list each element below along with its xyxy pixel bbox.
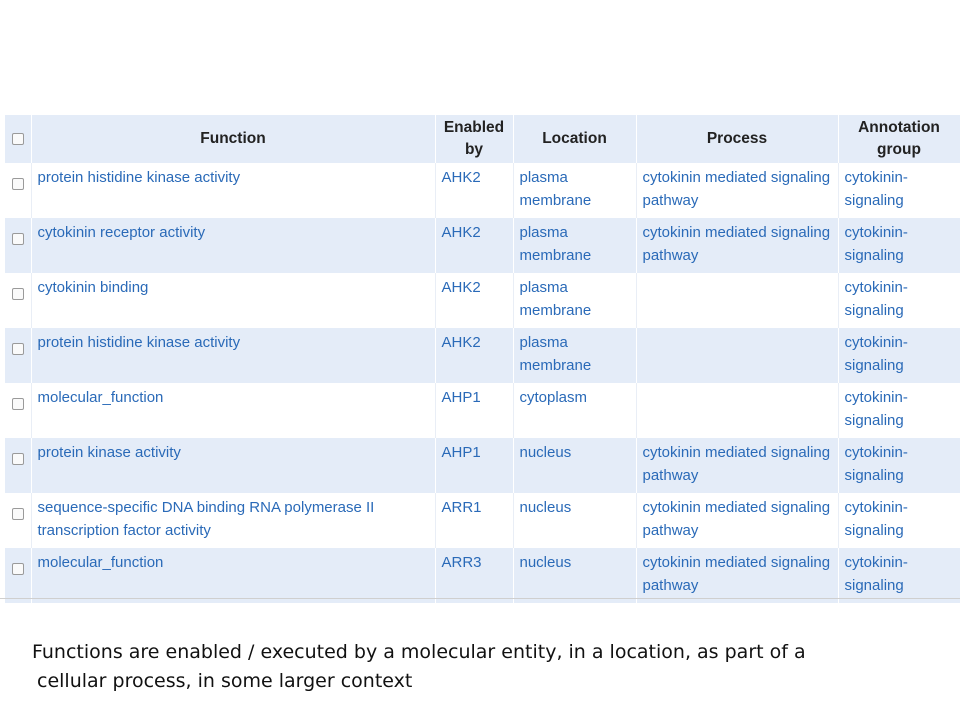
process-link[interactable]: cytokinin mediated signaling pathway bbox=[636, 218, 838, 273]
column-header-annotation-group[interactable]: Annotation group bbox=[838, 115, 960, 163]
table-row bbox=[5, 548, 960, 603]
select-all-checkbox[interactable] bbox=[12, 133, 24, 145]
table-row bbox=[5, 493, 960, 548]
enabled-by-link[interactable]: AHK2 bbox=[435, 273, 513, 328]
row-checkbox[interactable] bbox=[12, 563, 24, 575]
enabled-by-link[interactable]: AHK2 bbox=[435, 163, 513, 218]
process-link[interactable] bbox=[636, 383, 838, 438]
annotation-group-link[interactable]: cytokinin-signaling bbox=[838, 163, 960, 218]
process-link[interactable] bbox=[636, 328, 838, 383]
location-link[interactable]: nucleus bbox=[513, 548, 636, 603]
table-row bbox=[5, 383, 960, 438]
annotation-group-link[interactable]: cytokinin-signaling bbox=[838, 438, 960, 493]
select-all-checkbox-cell[interactable] bbox=[5, 115, 31, 163]
caption bbox=[32, 638, 932, 696]
process-link[interactable]: cytokinin mediated signaling pathway bbox=[636, 493, 838, 548]
annotation-group-link[interactable]: cytokinin-signaling bbox=[838, 273, 960, 328]
table-header-row bbox=[5, 115, 960, 163]
function-link[interactable]: sequence-specific DNA binding RNA polymerase II transcription factor activity bbox=[31, 493, 435, 548]
function-link[interactable]: protein kinase activity bbox=[31, 438, 435, 493]
row-checkbox[interactable] bbox=[12, 178, 24, 190]
row-checkbox[interactable] bbox=[12, 233, 24, 245]
annotation-group-link[interactable]: cytokinin-signaling bbox=[838, 493, 960, 548]
annotation-group-link[interactable]: cytokinin-signaling bbox=[838, 548, 960, 603]
table-row bbox=[5, 218, 960, 273]
annotation-table-container bbox=[5, 115, 960, 603]
function-link[interactable]: molecular_function bbox=[31, 548, 435, 603]
row-checkbox[interactable] bbox=[12, 343, 24, 355]
location-link[interactable]: nucleus bbox=[513, 493, 636, 548]
function-link[interactable]: cytokinin receptor activity bbox=[31, 218, 435, 273]
enabled-by-link[interactable]: ARR1 bbox=[435, 493, 513, 548]
table-row bbox=[5, 163, 960, 218]
process-link[interactable] bbox=[636, 273, 838, 328]
enabled-by-link[interactable]: AHK2 bbox=[435, 328, 513, 383]
column-header-function[interactable]: Function bbox=[31, 115, 435, 163]
enabled-by-link[interactable]: AHP1 bbox=[435, 383, 513, 438]
row-checkbox[interactable] bbox=[12, 508, 24, 520]
row-checkbox[interactable] bbox=[12, 398, 24, 410]
column-header-enabled-by[interactable]: Enabled by bbox=[435, 115, 513, 163]
enabled-by-link[interactable]: AHP1 bbox=[435, 438, 513, 493]
function-link[interactable]: molecular_function bbox=[31, 383, 435, 438]
caption-line-2: cellular process, in some larger context bbox=[37, 670, 413, 692]
function-link[interactable]: protein histidine kinase activity bbox=[31, 163, 435, 218]
location-link[interactable]: plasma membrane bbox=[513, 218, 636, 273]
annotation-group-link[interactable]: cytokinin-signaling bbox=[838, 218, 960, 273]
divider bbox=[0, 598, 960, 599]
row-checkbox[interactable] bbox=[12, 453, 24, 465]
location-link[interactable]: nucleus bbox=[513, 438, 636, 493]
location-link[interactable]: plasma membrane bbox=[513, 328, 636, 383]
location-link[interactable]: cytoplasm bbox=[513, 383, 636, 438]
annotation-table bbox=[5, 115, 960, 603]
table-row bbox=[5, 328, 960, 383]
location-link[interactable]: plasma membrane bbox=[513, 273, 636, 328]
column-header-process[interactable]: Process bbox=[636, 115, 838, 163]
location-link[interactable]: plasma membrane bbox=[513, 163, 636, 218]
function-link[interactable]: cytokinin binding bbox=[31, 273, 435, 328]
annotation-group-link[interactable]: cytokinin-signaling bbox=[838, 383, 960, 438]
process-link[interactable]: cytokinin mediated signaling pathway bbox=[636, 438, 838, 493]
table-row bbox=[5, 273, 960, 328]
enabled-by-link[interactable]: ARR3 bbox=[435, 548, 513, 603]
caption-line-1: Functions are enabled / executed by a molecular entity, in a location, as part of a bbox=[32, 641, 806, 663]
table-row bbox=[5, 438, 960, 493]
process-link[interactable]: cytokinin mediated signaling pathway bbox=[636, 163, 838, 218]
annotation-group-link[interactable]: cytokinin-signaling bbox=[838, 328, 960, 383]
row-checkbox[interactable] bbox=[12, 288, 24, 300]
enabled-by-link[interactable]: AHK2 bbox=[435, 218, 513, 273]
column-header-location[interactable]: Location bbox=[513, 115, 636, 163]
process-link[interactable]: cytokinin mediated signaling pathway bbox=[636, 548, 838, 603]
function-link[interactable]: protein histidine kinase activity bbox=[31, 328, 435, 383]
